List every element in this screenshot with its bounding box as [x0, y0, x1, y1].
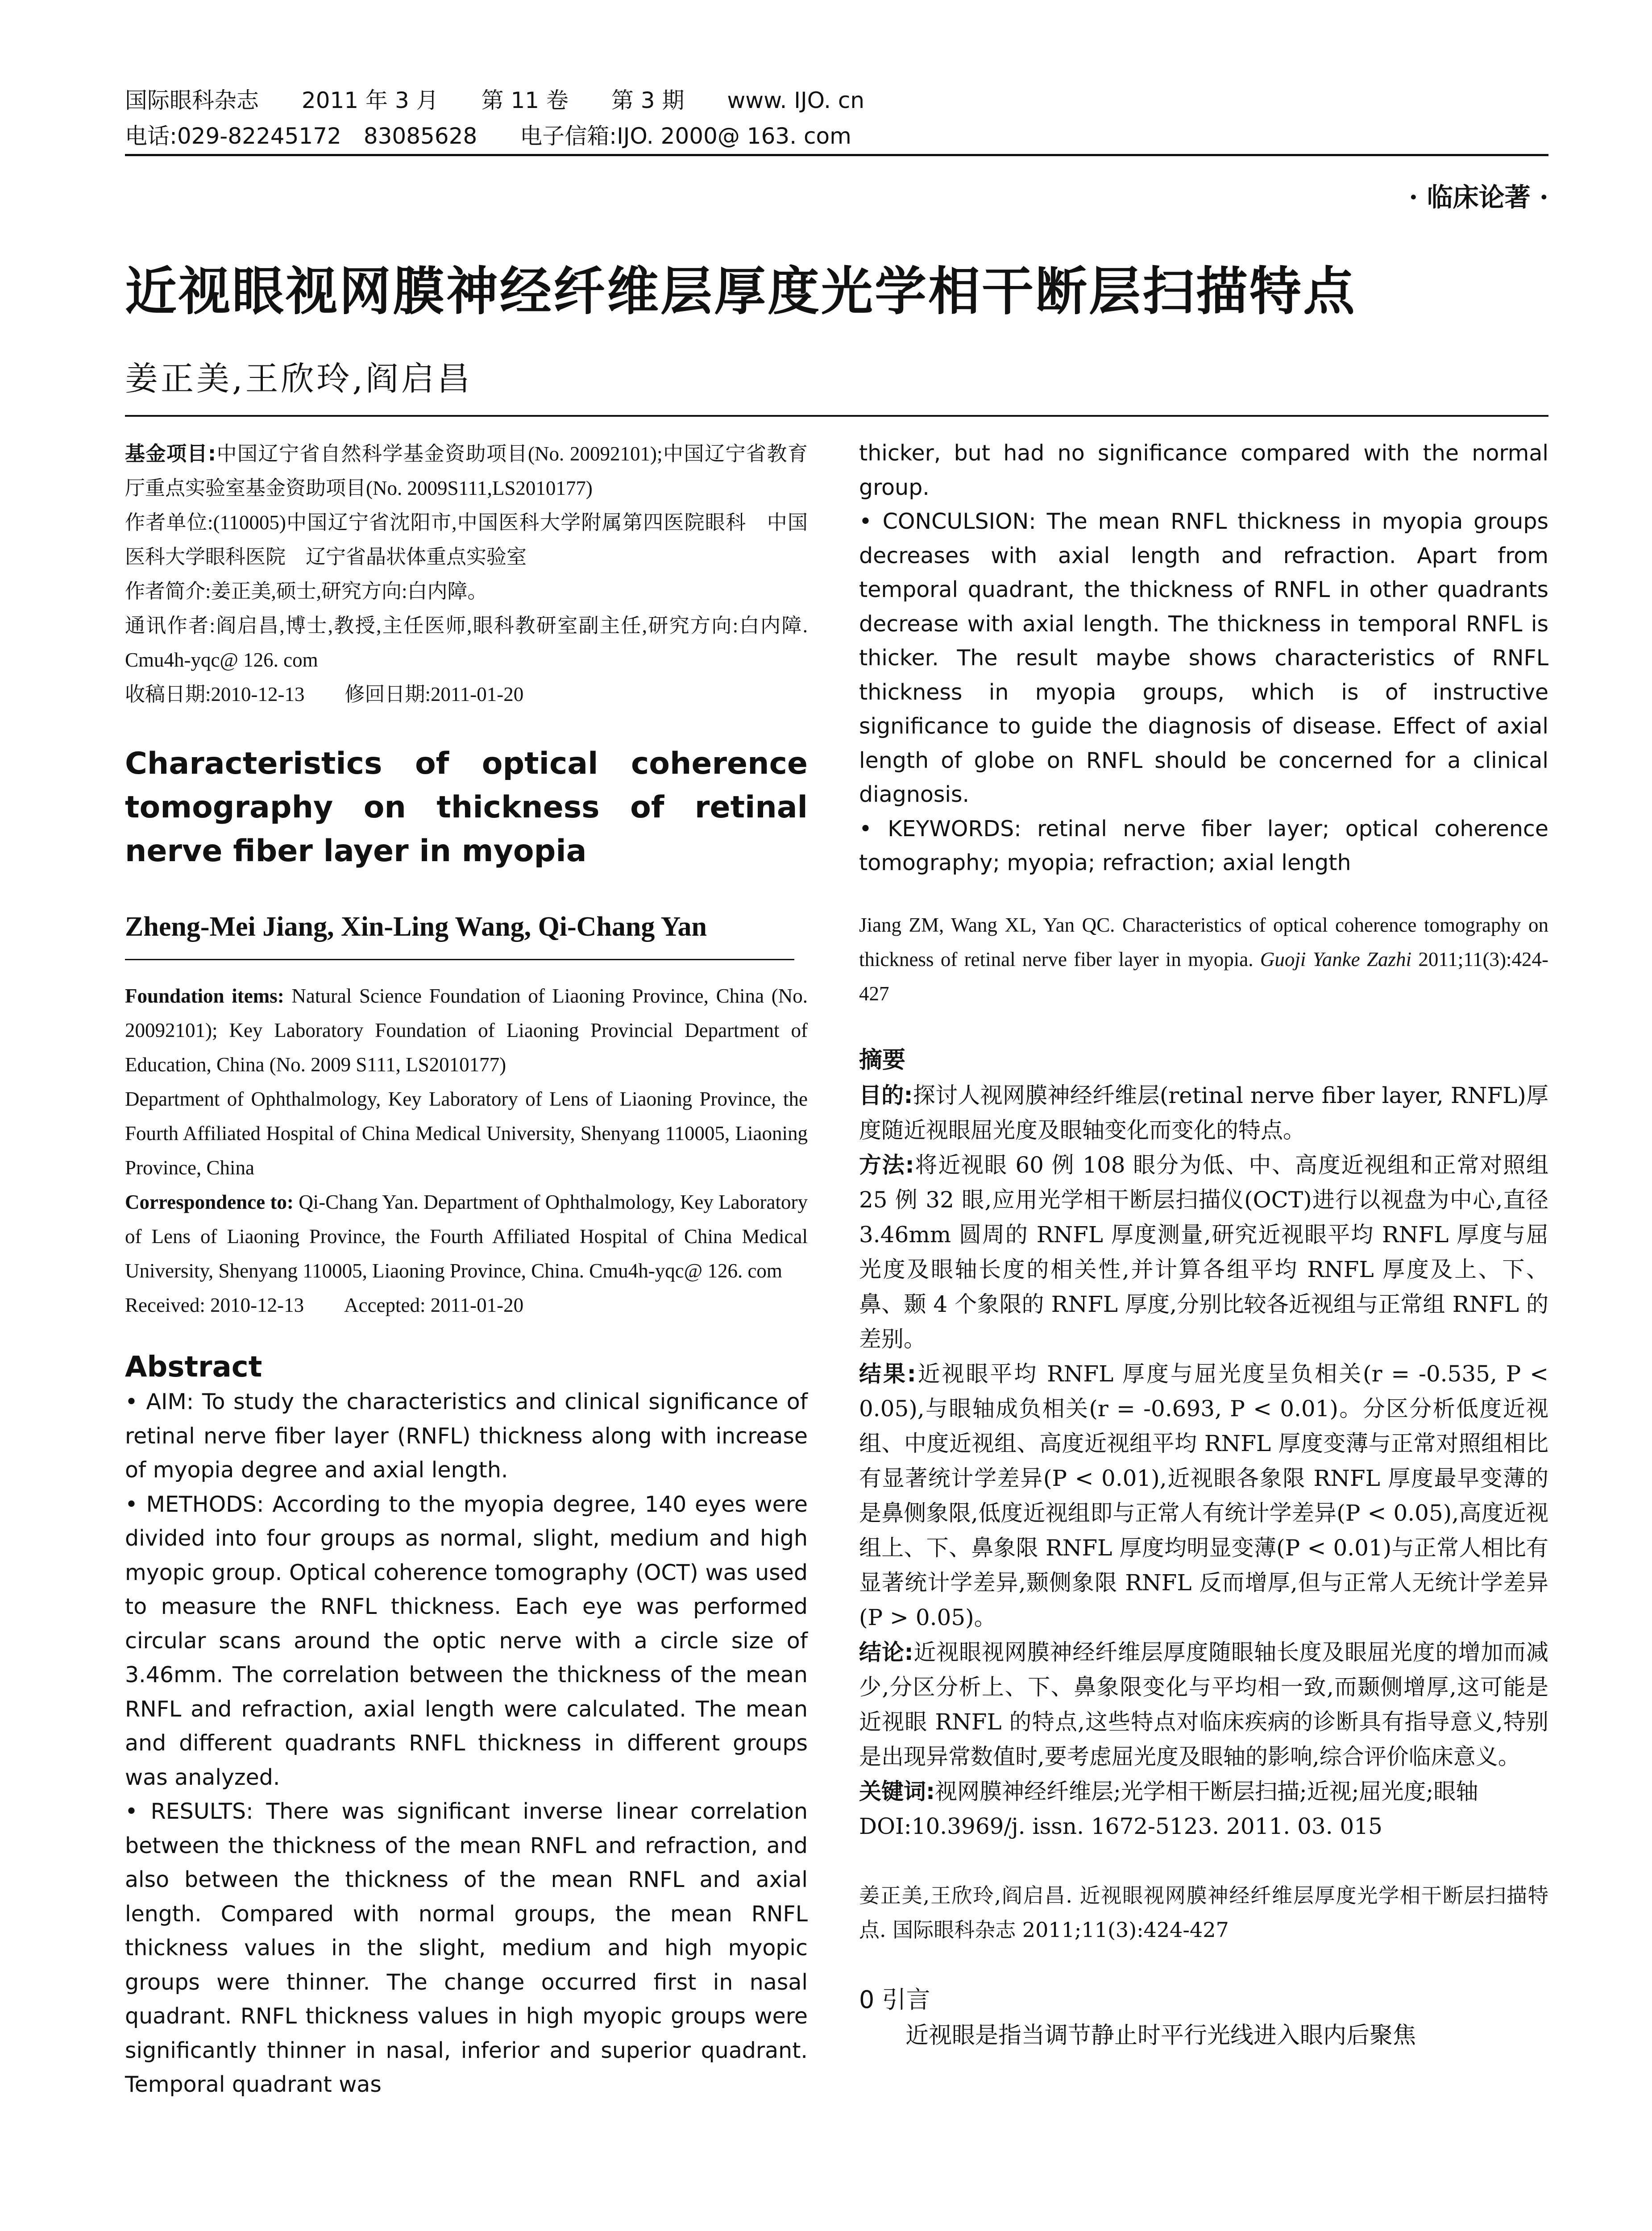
correspondence-text: Qi-Chang Yan. Department of Ophthalmology, Key Laboratory of Lens of Liaoning Province, the Fourth Affiliated Hospital of China Medical University, Shenyang 110005, Liaoning Province, China. Cmu4h-yqc@ 126. com — [125, 1191, 808, 1282]
methods-label: 方法: — [859, 1152, 914, 1178]
abstract-cn-heading: 摘要 — [859, 1046, 906, 1074]
dates-cn: 收稿日期:2010-12-13 修回日期:2011-01-20 — [125, 683, 524, 705]
website: www. IJO. cn — [727, 87, 865, 113]
citation-en-tail: 2011;11(3):424-427 — [859, 948, 1548, 1005]
fund-label: 基金项目: — [125, 442, 216, 465]
abstract-cn-body — [859, 1078, 1548, 1844]
column-label: · 临床论著 · — [1409, 182, 1548, 212]
citation-en-journal: Guoji Yanke Zazhi — [1260, 948, 1411, 970]
phone: 电话:029-82245172 83085628 — [125, 123, 477, 149]
left-column — [125, 436, 808, 2102]
citation-cn: 姜正美,王欣玲,阎启昌. 近视眼视网膜神经纤维层厚度光学相干断层扫描特点. 国际眼科杂志 2011;11(3):424-427 — [859, 1883, 1548, 1942]
abstract-cn-conclusion — [859, 1635, 1548, 1774]
methods-text: 将近视眼 60 例 108 眼分为低、中、高度近视组和正常对照组 25 例 32 眼,应用光学相干断层扫描仪(OCT)进行以视盘为中心,直径 3.46mm 圆周的 RNFL 厚度测量,研究近视眼平均 RNFL 厚度与屈光度及眼轴长度的相关性,并计算各组平均 RNFL 厚度及上、下、鼻、颞 4 个象限的 RNFL 厚度,分别比较各近视组与正常组 RNFL 的差别。 — [859, 1152, 1548, 1352]
abstract-aim: • AIM: To study the characteristics and clinical significance of retinal nerve fiber layer (RNFL) thickness along with increase of myopia degree and axial length. — [125, 1389, 808, 1483]
english-title: Characteristics of optical coherence tomography on thickness of retinal nerve fiber layer in myopia — [125, 746, 808, 869]
keywords-text: 视网膜神经纤维层;光学相干断层扫描;近视;屈光度;眼轴 — [935, 1778, 1478, 1804]
intro-heading: 0 引言 — [859, 1985, 930, 2014]
article-info-cn — [125, 436, 808, 712]
header-line-2 — [125, 118, 1548, 154]
abstract-results-continued: thicker, but had no significance compared with the normal group. — [859, 440, 1548, 500]
correspondence — [125, 1185, 808, 1288]
keywords-label: 关键词: — [859, 1778, 935, 1804]
abstract-cn-methods — [859, 1148, 1548, 1356]
abstract-conclusion: • CONCULSION: The mean RNFL thickness in myopia groups decreases with axial length and refraction. Apart from temporal quadrant, the thickness of RNFL in other quadrants decrease with axial length. The thickness in temporal RNFL is thicker. The result maybe shows characteristics of RNFL thickness in myopia groups, which is of instructive significance to guide the diagnosis of disease. Effect of axial length of globe on RNFL should be concerned for a clinical diagnosis. — [859, 509, 1548, 807]
citation-en — [859, 908, 1548, 1011]
volume: 第 11 卷 — [481, 87, 569, 113]
abstract-cn-results — [859, 1356, 1548, 1635]
results-text: 近视眼平均 RNFL 厚度与屈光度呈负相关(r = -0.535, P < 0.05),与眼轴成负相关(r = -0.693, P < 0.01)。分区分析低度近视组、中度近视组、高度近视组平均 RNFL 厚度变薄与正常对照组相比有显著统计学差异(P < 0.01),近视眼各象限 RNFL 厚度最早变薄的是鼻侧象限,低度近视组即与正常人有统计学差异(P < 0.05),高度近视组上、下、鼻象限 RNFL 厚度均明显变薄(P < 0.01)与正常人相比有显著统计学差异,颞侧象限 RNFL 反而增厚,但与正常人无统计学差异(P > 0.05)。 — [859, 1360, 1548, 1630]
english-authors: Zheng-Mei Jiang, Xin-Ling Wang, Qi-Chang Yan — [125, 912, 707, 942]
article-info-en — [125, 979, 808, 1323]
aim-text: 探讨人视网膜神经纤维层(retinal nerve fiber layer, RNFL)厚度随近视眼屈光度及眼轴变化而变化的特点。 — [859, 1082, 1548, 1143]
correspondence-label: Correspondence to: — [125, 1191, 294, 1213]
abstract-continued — [859, 436, 1548, 880]
intro-text: 近视眼是指当调节静止时平行光线进入眼内后聚焦 — [905, 2022, 1416, 2049]
foundation-text: Natural Science Foundation of Liaoning Province, China (No. 20092101); Key Laboratory Foundation of Liaoning Provincial Department of Education, China (No. 2009 S111, LS2010177) — [125, 985, 808, 1076]
author-intro: 作者简介:姜正美,硕士,研究方向:白内障。 — [125, 580, 488, 602]
citation-en-text: Jiang ZM, Wang XL, Yan QC. Characteristics of optical coherence tomography on thickness of retinal nerve fiber layer in myopia. — [859, 913, 1548, 970]
fund-text: 中国辽宁省自然科学基金资助项目(No. 20092101);中国辽宁省教育厅重点实验室基金资助项目(No. 2009S111,LS2010177) — [125, 443, 808, 499]
title-rule — [125, 415, 1548, 417]
abstract-keywords: • KEYWORDS: retinal nerve fiber layer; optical coherence tomography; myopia; refraction; axial length — [859, 816, 1548, 875]
header-line-1 — [125, 83, 1548, 118]
right-column — [859, 436, 1548, 2053]
foundation-label: Foundation items: — [125, 985, 284, 1007]
author-unit: 作者单位:(110005)中国辽宁省沈阳市,中国医科大学附属第四医院眼科 中国医科大学眼科医院 辽宁省晶状体重点实验室 — [125, 511, 808, 568]
abstract-methods: • METHODS: According to the myopia degree, 140 eyes were divided into four groups as normal, slight, medium and high myopic group. Optical coherence tomography (OCT) was used to measure the RNFL thickness. Each eye was performed circular scans around the optic nerve with a circle size of 3.46mm. The correlation between the thickness of the mean RNFL and refraction, axial length were calculated. The mean and different quadrants RNFL thickness in different groups was analyzed. — [125, 1491, 808, 1790]
foundation-items — [125, 979, 808, 1082]
results-label: 结果: — [859, 1360, 916, 1387]
conclusion-label: 结论: — [859, 1639, 913, 1665]
department: Department of Ophthalmology, Key Laboratory of Lens of Liaoning Province, the Fourth Affiliated Hospital of China Medical University, Shenyang 110005, Liaoning Province, China — [125, 1088, 808, 1179]
aim-label: 目的: — [859, 1082, 913, 1108]
abstract-body — [125, 1385, 808, 2102]
abstract-cn-keywords — [859, 1774, 1548, 1809]
journal-header — [125, 83, 1548, 154]
issue-number: 第 3 期 — [611, 87, 685, 113]
authors-cn: 姜正美,王欣玲,阎启昌 — [125, 360, 473, 398]
page-title: 近视眼视网膜神经纤维层厚度光学相干断层扫描特点 — [125, 261, 1357, 322]
received-dates: Received: 2010-12-13 Accepted: 2011-01-20 — [125, 1294, 524, 1316]
conclusion-text: 近视眼视网膜神经纤维层厚度随眼轴长度及眼屈光度的增加而减少,分区分析上、下、鼻象限变化与平均相一致,而颞侧增厚,这可能是近视眼 RNFL 的特点,这些特点对临床疾病的诊断具有指导意义,特别是出现异常数值时,要考虑屈光度及眼轴的影响,综合评价临床意义。 — [859, 1639, 1549, 1770]
email: 电子信箱:IJO. 2000@ 163. com — [520, 123, 851, 149]
fund-info — [125, 436, 808, 506]
corresponding-author: 通讯作者:阎启昌,博士,教授,主任医师,眼科教研室副主任,研究方向:白内障. Cmu4h-yqc@ 126. com — [125, 614, 808, 671]
abstract-cn-aim — [859, 1078, 1548, 1148]
abstract-heading: Abstract — [125, 1351, 262, 1384]
issue-date: 2011 年 3 月 — [301, 87, 439, 113]
english-authors-rule — [125, 959, 794, 960]
doi: DOI:10.3969/j. issn. 1672-5123. 2011. 03. 015 — [859, 1813, 1382, 1839]
journal-name: 国际眼科杂志 — [125, 87, 259, 113]
abstract-results: • RESULTS: There was significant inverse linear correlation between the thickness of the mean RNFL and refraction, and also between the thickness of the mean RNFL and axial length. Compared with normal groups, the mean RNFL thickness values in the slight, medium and high myopic groups were thinner. The change occurred first in nasal quadrant. RNFL thickness values in high myopic groups were significantly thinner in nasal, inferior and superior quadrant. Temporal quadrant was — [125, 1799, 808, 2097]
header-rule — [125, 154, 1548, 156]
